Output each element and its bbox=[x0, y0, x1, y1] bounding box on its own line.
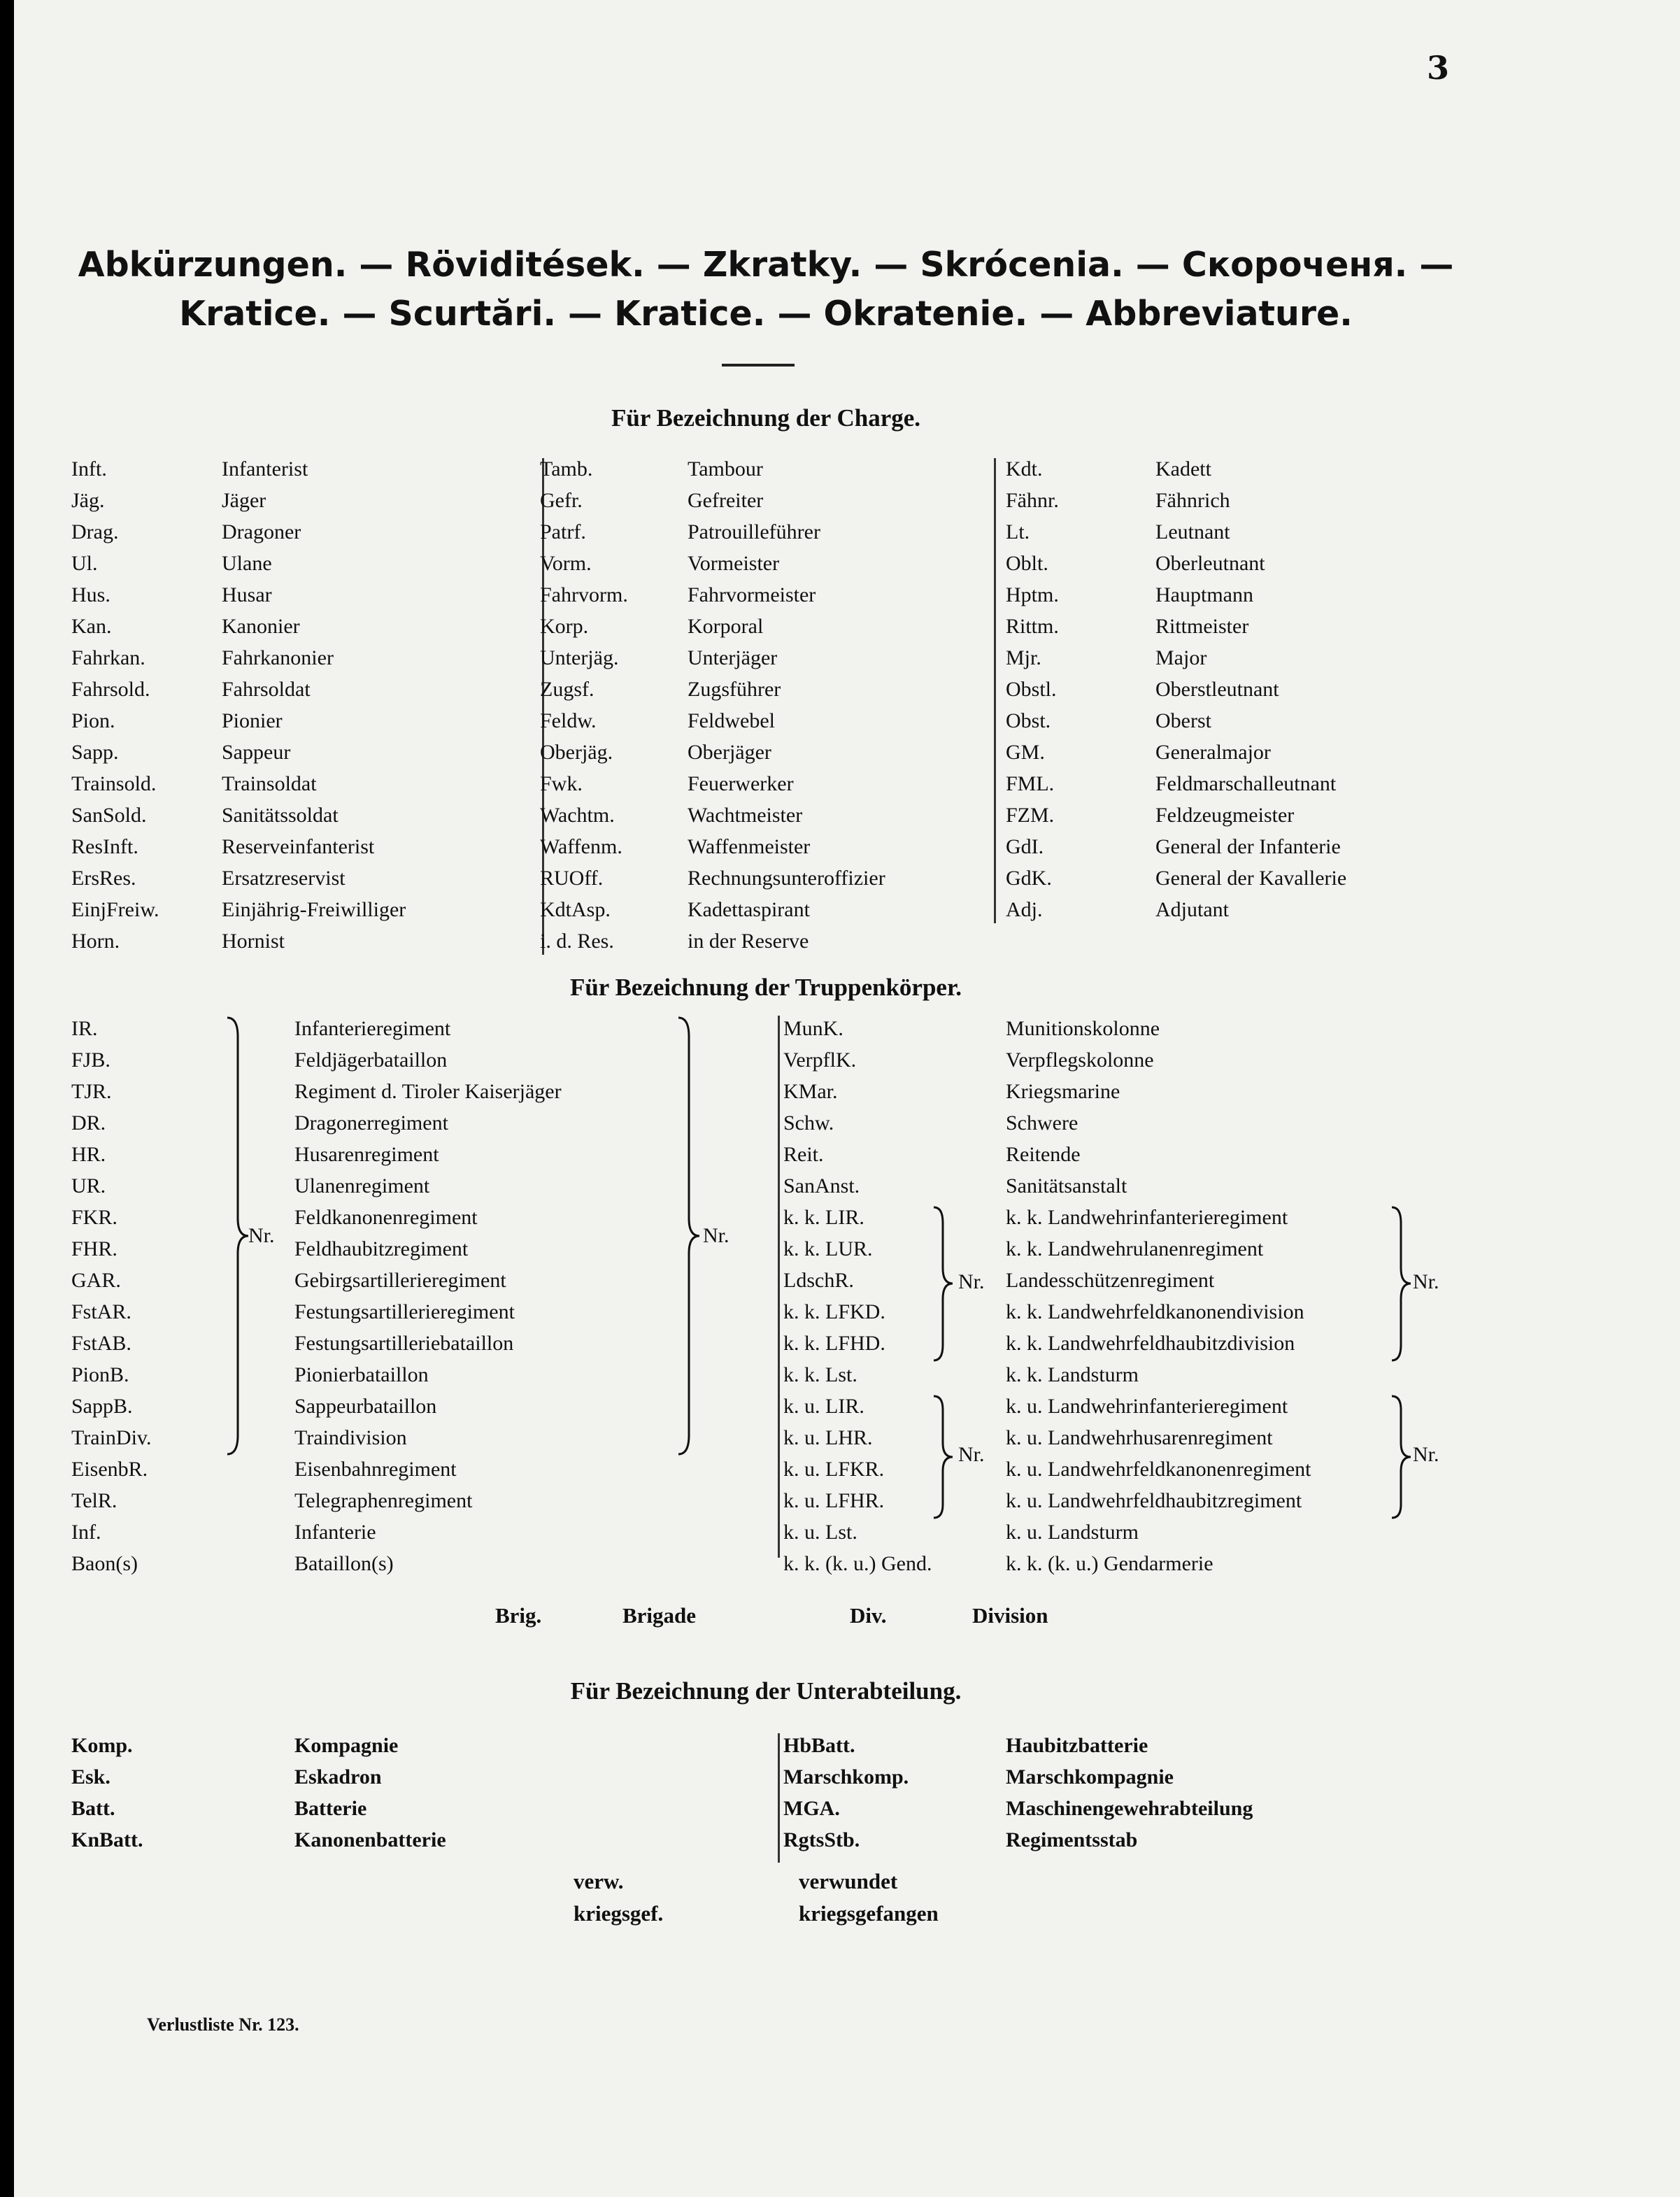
list-item: Schw. bbox=[783, 1111, 834, 1135]
list-item: k. k. Landwehrinfanterieregiment bbox=[1006, 1206, 1288, 1229]
charge-col1-abbr bbox=[71, 453, 159, 957]
list-item: Tamb. bbox=[540, 457, 593, 481]
list-item: in der Reserve bbox=[688, 930, 809, 953]
page-number: 3 bbox=[1427, 49, 1450, 87]
list-item: GAR. bbox=[71, 1269, 121, 1292]
footer-issue: Verlustliste Nr. 123. bbox=[147, 2014, 299, 2035]
list-item: Kdt. bbox=[1006, 457, 1043, 481]
list-item: Festungsartillerieregiment bbox=[294, 1300, 515, 1323]
charge-divider-2 bbox=[994, 458, 996, 923]
list-item: RgtsStb. bbox=[783, 1828, 860, 1851]
list-item: Patrf. bbox=[540, 520, 586, 543]
list-item: Haubitzbatterie bbox=[1006, 1734, 1148, 1757]
list-item: k. u. Landwehrfeldhaubitzregiment bbox=[1006, 1489, 1302, 1512]
troops-brace-1 bbox=[224, 1016, 252, 1456]
list-item: FKR. bbox=[71, 1206, 118, 1229]
list-item: TrainDiv. bbox=[71, 1426, 152, 1449]
list-item: EinjFreiw. bbox=[71, 898, 159, 921]
list-item: Trainsold. bbox=[71, 772, 157, 795]
list-item: Pionier bbox=[222, 709, 283, 732]
kgef-full: kriegsgefangen bbox=[799, 1901, 939, 1926]
list-item: General der Kavallerie bbox=[1155, 867, 1347, 890]
list-item: Baon(s) bbox=[71, 1552, 138, 1575]
list-item: Feldhaubitzregiment bbox=[294, 1237, 469, 1260]
list-item: Generalmajor bbox=[1155, 741, 1271, 764]
troops-col2-abbr bbox=[783, 1013, 932, 1579]
list-item: Schwere bbox=[1006, 1111, 1079, 1135]
verw-full: verwundet bbox=[799, 1869, 898, 1893]
list-item: Zugsf. bbox=[540, 678, 595, 701]
list-item: Kriegsmarine bbox=[1006, 1080, 1120, 1103]
list-item: Husar bbox=[222, 583, 272, 606]
list-item: Oberst bbox=[1155, 709, 1211, 732]
list-item: FHR. bbox=[71, 1237, 118, 1260]
list-item: Maschinengewehrabteilung bbox=[1006, 1797, 1253, 1820]
list-item: k. u. Landwehrhusarenregiment bbox=[1006, 1426, 1273, 1449]
list-item: SanSold. bbox=[71, 804, 147, 827]
list-item: Dragonerregiment bbox=[294, 1111, 448, 1135]
list-item: Bataillon(s) bbox=[294, 1552, 394, 1575]
list-item: Landesschützenregiment bbox=[1006, 1269, 1215, 1292]
list-item: Rechnungsunteroffizier bbox=[688, 867, 885, 890]
list-item: Feldkanonenregiment bbox=[294, 1206, 478, 1229]
troops-nr-6: Nr. bbox=[1413, 1443, 1439, 1466]
list-item: Sappeur bbox=[222, 741, 291, 764]
list-item: SanAnst. bbox=[783, 1174, 860, 1197]
list-item: Fahrsold. bbox=[71, 678, 150, 701]
list-item: Sapp. bbox=[71, 741, 119, 764]
list-item: Trainsoldat bbox=[222, 772, 317, 795]
list-item: Kanonenbatterie bbox=[294, 1828, 446, 1851]
brig-abbr: Brig. bbox=[495, 1603, 542, 1628]
list-item: Mjr. bbox=[1006, 646, 1041, 669]
list-item: Lt. bbox=[1006, 520, 1030, 543]
charge-col3-abbr bbox=[1006, 453, 1059, 925]
list-item: Oberjäger bbox=[688, 741, 771, 764]
div-abbr: Div. bbox=[850, 1603, 887, 1628]
troops-nr-4: Nr. bbox=[1413, 1270, 1439, 1293]
list-item: Adj. bbox=[1006, 898, 1043, 921]
list-item: Feldjägerbataillon bbox=[294, 1048, 448, 1072]
list-item: FstAR. bbox=[71, 1300, 131, 1323]
list-item: VerpflK. bbox=[783, 1048, 857, 1072]
list-item: Major bbox=[1155, 646, 1207, 669]
list-item: Korporal bbox=[688, 615, 764, 638]
list-item: GdK. bbox=[1006, 867, 1052, 890]
list-item: RUOff. bbox=[540, 867, 604, 890]
title-line-1: Abkürzungen. — Röviditések. — Zkratky. — Skrócenia. — Скороченя. — bbox=[78, 245, 1454, 285]
list-item: Festungsartilleriebataillon bbox=[294, 1332, 514, 1355]
title-line-2: Kratice. — Scurtări. — Kratice. — Okratenie. — Abbreviature. bbox=[179, 294, 1353, 334]
list-item: k. k. Lst. bbox=[783, 1363, 857, 1386]
list-item: Traindivision bbox=[294, 1426, 407, 1449]
list-item: Pionierbataillon bbox=[294, 1363, 429, 1386]
list-item: KnBatt. bbox=[71, 1828, 143, 1851]
list-item: Unterjäg. bbox=[540, 646, 619, 669]
list-item: MunK. bbox=[783, 1017, 843, 1040]
list-item: k. k. LFHD. bbox=[783, 1332, 885, 1355]
list-item: Ersatzreservist bbox=[222, 867, 346, 890]
list-item: Fahrvorm. bbox=[540, 583, 628, 606]
list-item: k. u. Landwehrfeldkanonenregiment bbox=[1006, 1458, 1311, 1481]
list-item: Infanterist bbox=[222, 457, 308, 481]
list-item: Reitende bbox=[1006, 1143, 1081, 1166]
list-item: Wachtmeister bbox=[688, 804, 803, 827]
list-item: Waffenm. bbox=[540, 835, 622, 858]
list-item: Tambour bbox=[688, 457, 763, 481]
subunits-heading: Für Bezeichnung der Unterabteilung. bbox=[570, 1677, 962, 1705]
list-item: Fahrkan. bbox=[71, 646, 145, 669]
list-item: Husarenregiment bbox=[294, 1143, 439, 1166]
troops-nr-2: Nr. bbox=[703, 1224, 729, 1247]
list-item: Sanitätssoldat bbox=[222, 804, 339, 827]
subunits-divider bbox=[778, 1733, 780, 1863]
list-item: Hornist bbox=[222, 930, 285, 953]
verw-abbr: verw. bbox=[574, 1869, 624, 1893]
list-item: Rittmeister bbox=[1155, 615, 1249, 638]
list-item: Gefreiter bbox=[688, 489, 764, 512]
list-item: Zugsführer bbox=[688, 678, 781, 701]
troops-col1-abbr bbox=[71, 1013, 151, 1579]
list-item: GM. bbox=[1006, 741, 1045, 764]
list-item: MGA. bbox=[783, 1797, 840, 1820]
charge-col1-full bbox=[222, 453, 406, 957]
list-item: Fähnrich bbox=[1155, 489, 1230, 512]
list-item: TJR. bbox=[71, 1080, 112, 1103]
list-item: Fahrsoldat bbox=[222, 678, 311, 701]
list-item: Fähnr. bbox=[1006, 489, 1059, 512]
list-item: Jäger bbox=[222, 489, 266, 512]
list-item: Oberjäg. bbox=[540, 741, 613, 764]
list-item: Pion. bbox=[71, 709, 115, 732]
subunits-col1-full bbox=[294, 1730, 446, 1856]
div-full: Division bbox=[972, 1603, 1048, 1628]
troops-divider bbox=[778, 1016, 780, 1558]
page bbox=[14, 0, 1680, 2197]
list-item: k. u. LHR. bbox=[783, 1426, 873, 1449]
list-item: Inf. bbox=[71, 1521, 101, 1544]
list-item: Marschkompagnie bbox=[1006, 1765, 1174, 1789]
list-item: i. d. Res. bbox=[540, 930, 614, 953]
list-item: k. k. LUR. bbox=[783, 1237, 873, 1260]
list-item: ErsRes. bbox=[71, 867, 136, 890]
list-item: Inft. bbox=[71, 457, 107, 481]
list-item: Leutnant bbox=[1155, 520, 1230, 543]
charge-col2-full bbox=[688, 453, 885, 957]
list-item: Adjutant bbox=[1155, 898, 1229, 921]
list-item: Oberstleutnant bbox=[1155, 678, 1279, 701]
list-item: Kadett bbox=[1155, 457, 1211, 481]
troops-brace-2 bbox=[675, 1016, 703, 1456]
list-item: KdtAsp. bbox=[540, 898, 611, 921]
list-item: k. k. (k. u.) Gendarmerie bbox=[1006, 1552, 1213, 1575]
list-item: Kan. bbox=[71, 615, 112, 638]
list-item: Marschkomp. bbox=[783, 1765, 909, 1789]
brig-full: Brigade bbox=[622, 1603, 697, 1628]
list-item: Drag. bbox=[71, 520, 119, 543]
troops-col2-full bbox=[1006, 1013, 1311, 1579]
list-item: k. u. Landsturm bbox=[1006, 1521, 1139, 1544]
list-item: FJB. bbox=[71, 1048, 111, 1072]
list-item: k. k. Landwehrfeldkanonendivision bbox=[1006, 1300, 1304, 1323]
list-item: Hptm. bbox=[1006, 583, 1059, 606]
list-item: UR. bbox=[71, 1174, 106, 1197]
list-item: Kanonier bbox=[222, 615, 300, 638]
list-item: Telegraphenregiment bbox=[294, 1489, 473, 1512]
list-item: Eisenbahnregiment bbox=[294, 1458, 457, 1481]
subunits-col1-abbr bbox=[71, 1730, 143, 1856]
list-item: Rittm. bbox=[1006, 615, 1059, 638]
list-item: Munitionskolonne bbox=[1006, 1017, 1160, 1040]
list-item: ResInft. bbox=[71, 835, 138, 858]
charge-heading: Für Bezeichnung der Charge. bbox=[611, 404, 921, 432]
list-item: Oberleutnant bbox=[1155, 552, 1265, 575]
list-item: Feuerwerker bbox=[688, 772, 794, 795]
list-item: k. k. Landwehrfeldhaubitzdivision bbox=[1006, 1332, 1295, 1355]
list-item: Ulane bbox=[222, 552, 272, 575]
list-item: Regiment d. Tiroler Kaiserjäger bbox=[294, 1080, 562, 1103]
list-item: Komp. bbox=[71, 1734, 133, 1757]
list-item: Feldmarschalleutnant bbox=[1155, 772, 1337, 795]
list-item: Wachtm. bbox=[540, 804, 615, 827]
troops-heading: Für Bezeichnung der Truppenkörper. bbox=[569, 974, 962, 1001]
subunits-col2-full bbox=[1006, 1730, 1253, 1856]
list-item: Ul. bbox=[71, 552, 98, 575]
list-item: General der Infanterie bbox=[1155, 835, 1341, 858]
list-item: Esk. bbox=[71, 1765, 111, 1789]
list-item: DR. bbox=[71, 1111, 106, 1135]
troops-nr-5: Nr. bbox=[958, 1443, 985, 1466]
list-item: Unterjäger bbox=[688, 646, 778, 669]
list-item: Feldw. bbox=[540, 709, 597, 732]
list-item: k. u. LIR. bbox=[783, 1395, 864, 1418]
list-item: Waffenmeister bbox=[688, 835, 811, 858]
list-item: Fahrkanonier bbox=[222, 646, 334, 669]
list-item: Fwk. bbox=[540, 772, 583, 795]
list-item: Obstl. bbox=[1006, 678, 1057, 701]
list-item: Oblt. bbox=[1006, 552, 1048, 575]
list-item: Einjährig-Freiwilliger bbox=[222, 898, 406, 921]
list-item: Sappeurbataillon bbox=[294, 1395, 437, 1418]
list-item: GdI. bbox=[1006, 835, 1044, 858]
list-item: KMar. bbox=[783, 1080, 838, 1103]
list-item: Batt. bbox=[71, 1797, 115, 1820]
list-item: Horn. bbox=[71, 930, 120, 953]
list-item: k. u. Lst. bbox=[783, 1521, 857, 1544]
list-item: IR. bbox=[71, 1017, 98, 1040]
list-item: Vormeister bbox=[688, 552, 780, 575]
title-rule bbox=[722, 364, 795, 367]
list-item: Gebirgsartillerieregiment bbox=[294, 1269, 506, 1292]
list-item: Kompagnie bbox=[294, 1734, 399, 1757]
list-item: Sanitätsanstalt bbox=[1006, 1174, 1127, 1197]
list-item: k. k. LIR. bbox=[783, 1206, 864, 1229]
list-item: k. u. Landwehrinfanterieregiment bbox=[1006, 1395, 1288, 1418]
subunits-col2-abbr bbox=[783, 1730, 909, 1856]
list-item: Ulanenregiment bbox=[294, 1174, 430, 1197]
list-item: Gefr. bbox=[540, 489, 583, 512]
list-item: k. k. Landsturm bbox=[1006, 1363, 1139, 1386]
list-item: Regimentsstab bbox=[1006, 1828, 1138, 1851]
charge-col2-abbr bbox=[540, 453, 628, 957]
list-item: Infanterie bbox=[294, 1521, 376, 1544]
list-item: Jäg. bbox=[71, 489, 105, 512]
list-item: Hauptmann bbox=[1155, 583, 1253, 606]
list-item: Reit. bbox=[783, 1143, 824, 1166]
troops-brace-5 bbox=[930, 1394, 958, 1520]
list-item: Feldzeugmeister bbox=[1155, 804, 1295, 827]
list-item: Vorm. bbox=[540, 552, 592, 575]
troops-brace-3 bbox=[930, 1205, 958, 1363]
list-item: k. u. LFKR. bbox=[783, 1458, 885, 1481]
list-item: FML. bbox=[1006, 772, 1055, 795]
list-item: k. k. Landwehrulanenregiment bbox=[1006, 1237, 1264, 1260]
list-item: Reserveinfanterist bbox=[222, 835, 375, 858]
troops-brace-6 bbox=[1388, 1394, 1416, 1520]
list-item: FstAB. bbox=[71, 1332, 131, 1355]
list-item: LdschR. bbox=[783, 1269, 854, 1292]
troops-nr-1: Nr. bbox=[248, 1224, 275, 1247]
list-item: Batterie bbox=[294, 1797, 367, 1820]
list-item: Verpflegskolonne bbox=[1006, 1048, 1154, 1072]
list-item: HbBatt. bbox=[783, 1734, 855, 1757]
list-item: Fahrvormeister bbox=[688, 583, 816, 606]
troops-nr-3: Nr. bbox=[958, 1270, 985, 1293]
list-item: k. k. (k. u.) Gend. bbox=[783, 1552, 932, 1575]
charge-col3-full bbox=[1155, 453, 1346, 925]
list-item: Patrouilleführer bbox=[688, 520, 820, 543]
troops-brace-4 bbox=[1388, 1205, 1416, 1363]
list-item: SappB. bbox=[71, 1395, 133, 1418]
list-item: Eskadron bbox=[294, 1765, 382, 1789]
list-item: Kadettaspirant bbox=[688, 898, 810, 921]
list-item: EisenbR. bbox=[71, 1458, 148, 1481]
list-item: TelR. bbox=[71, 1489, 118, 1512]
list-item: Korp. bbox=[540, 615, 589, 638]
kgef-abbr: kriegsgef. bbox=[574, 1901, 664, 1926]
list-item: FZM. bbox=[1006, 804, 1055, 827]
list-item: Dragoner bbox=[222, 520, 301, 543]
list-item: Feldwebel bbox=[688, 709, 775, 732]
list-item: Infanterieregiment bbox=[294, 1017, 451, 1040]
troops-col1-full bbox=[294, 1013, 562, 1579]
list-item: k. k. LFKD. bbox=[783, 1300, 885, 1323]
list-item: Obst. bbox=[1006, 709, 1051, 732]
list-item: k. u. LFHR. bbox=[783, 1489, 885, 1512]
list-item: PionB. bbox=[71, 1363, 129, 1386]
list-item: Hus. bbox=[71, 583, 111, 606]
list-item: HR. bbox=[71, 1143, 106, 1166]
